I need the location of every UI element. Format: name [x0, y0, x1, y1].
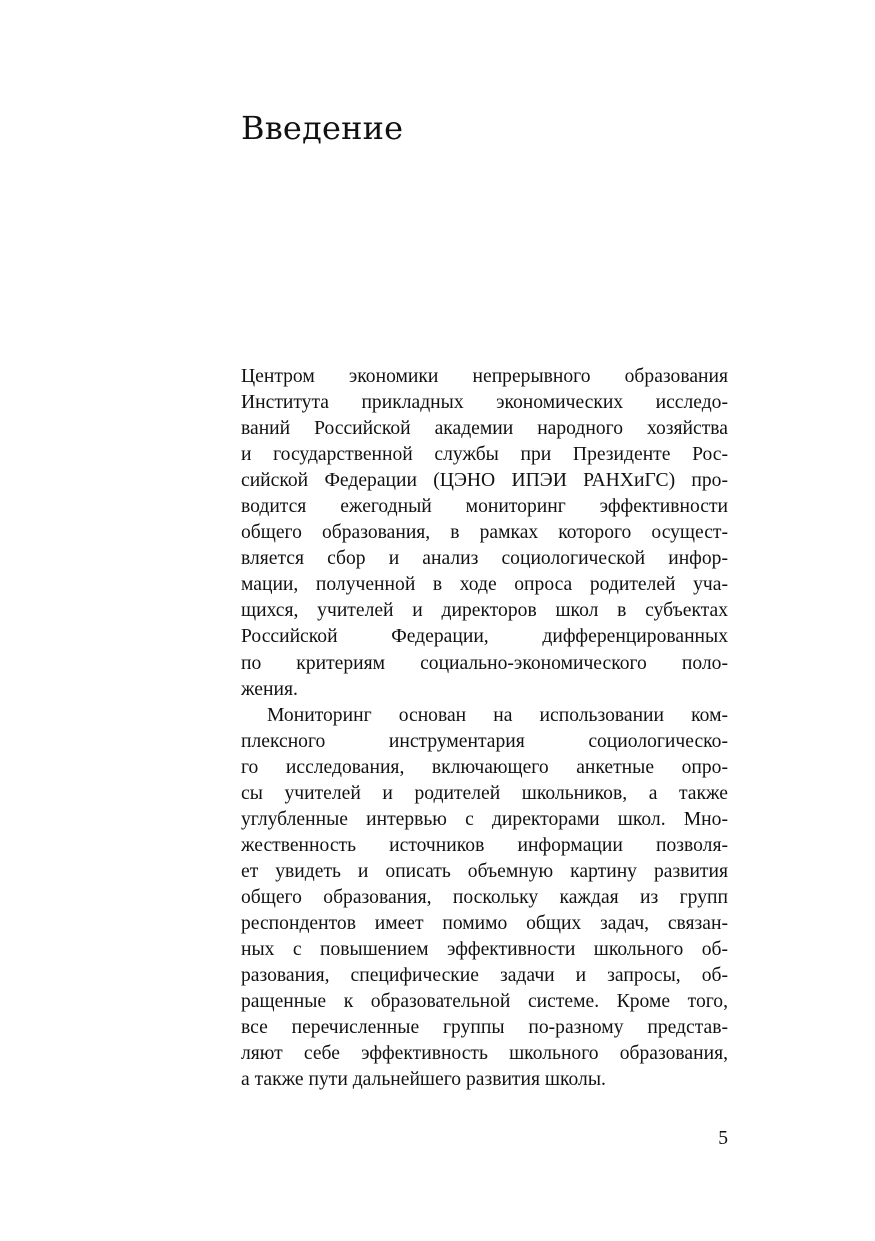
text-line: все перечисленные группы по-разному представ- [241, 1017, 728, 1039]
text-line: мации, полученной в ходе опроса родителей уча- [241, 574, 728, 596]
text-line: Мониторинг основан на использовании ком- [267, 704, 728, 726]
text-line: ляют себе эффективность школьного образования, [241, 1043, 728, 1065]
text-line: общего образования, поскольку каждая из групп [241, 886, 728, 908]
text-line: по критериям социально-экономического поло- [241, 652, 728, 674]
text-line: жественность источников информации позволя- [241, 834, 728, 856]
paragraph-2 [241, 703, 728, 1094]
text-line: общего образования, в рамках которого осущест- [241, 522, 728, 544]
chapter-title: Введение [241, 109, 404, 147]
page-number: 5 [718, 1128, 728, 1149]
text-line: Российской Федерации, дифференцированных [241, 626, 728, 648]
text-line: сы учителей и родителей школьников, а также [241, 782, 728, 804]
text-line: сийской Федерации (ЦЭНО ИПЭИ РАНХиГС) про- [241, 470, 728, 492]
paragraph-1 [241, 364, 728, 703]
body-text [241, 364, 728, 1093]
text-line: щихся, учителей и директоров школ в субъектах [241, 600, 728, 622]
text-line: ных с повышением эффективности школьного об- [241, 939, 728, 961]
text-line: вляется сбор и анализ социологической инфор- [241, 548, 728, 570]
text-line: разования, специфические задачи и запросы, об- [241, 965, 728, 987]
text-line: водится ежегодный мониторинг эффективности [241, 496, 728, 518]
text-line: углубленные интервью с директорами школ. Мно- [241, 808, 728, 830]
text-line: Института прикладных экономических исследо- [241, 392, 728, 414]
text-line: ет увидеть и описать объемную картину развития [241, 860, 728, 882]
text-line: ращенные к образовательной системе. Кроме того, [241, 991, 728, 1013]
text-line: а также пути дальнейшего развития школы. [241, 1069, 606, 1091]
text-line: ваний Российской академии народного хозяйства [241, 418, 728, 440]
text-line: и государственной службы при Президенте Рос- [241, 444, 728, 466]
text-line: плексного инструментария социологическо- [241, 730, 728, 752]
text-line: Центром экономики непрерывного образования [241, 366, 728, 387]
text-line: жения. [241, 678, 298, 700]
text-line: го исследования, включающего анкетные опро- [241, 756, 728, 778]
text-line: респондентов имеет помимо общих задач, связан- [241, 912, 728, 934]
